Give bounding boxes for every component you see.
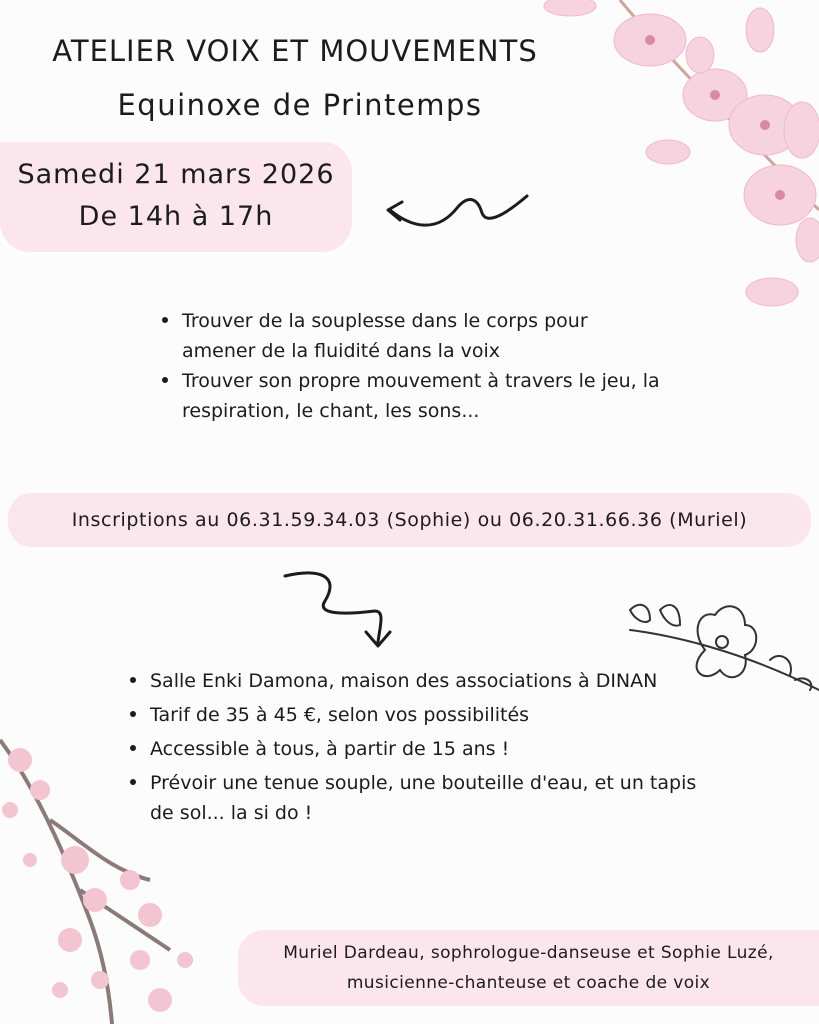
list-item: Tarif de 35 à 45 €, selon vos possibilités [128,700,718,730]
registration-banner: Inscriptions au 06.31.59.34.03 (Sophie) ou 06.20.31.66.36 (Muriel) [8,493,811,547]
event-date: Samedi 21 mars 2026 [17,159,335,190]
footer-line-1: Muriel Dardeau, sophrologue-danseuse et Sophie Luzé, [283,943,774,963]
list-item: Trouver de la souplesse dans le corps pour amener de la fluidité dans la voix [160,306,660,366]
event-time: De 14h à 17h [78,201,274,232]
list-item: Accessible à tous, à partir de 15 ans ! [128,734,718,764]
organizers-footer [238,930,819,1006]
list-item: Salle Enki Damona, maison des associations à DINAN [128,666,718,696]
page-title: ATELIER VOIX ET MOUVEMENTS [52,34,538,68]
goals-list [160,306,660,426]
footer-line-2: musicienne-chanteuse et coache de voix [346,973,711,993]
page-subtitle: Equinoxe de Printemps [117,88,483,122]
details-list [128,666,718,832]
date-box [0,142,352,252]
squiggle-arrow-left-icon [382,188,532,238]
list-item: Trouver son propre mouvement à travers le jeu, la respiration, le chant, les sons... [160,366,660,426]
curved-arrow-down-icon [280,566,405,654]
list-item: Prévoir une tenue souple, une bouteille d'eau, et un tapis de sol... la si do ! [128,768,718,828]
